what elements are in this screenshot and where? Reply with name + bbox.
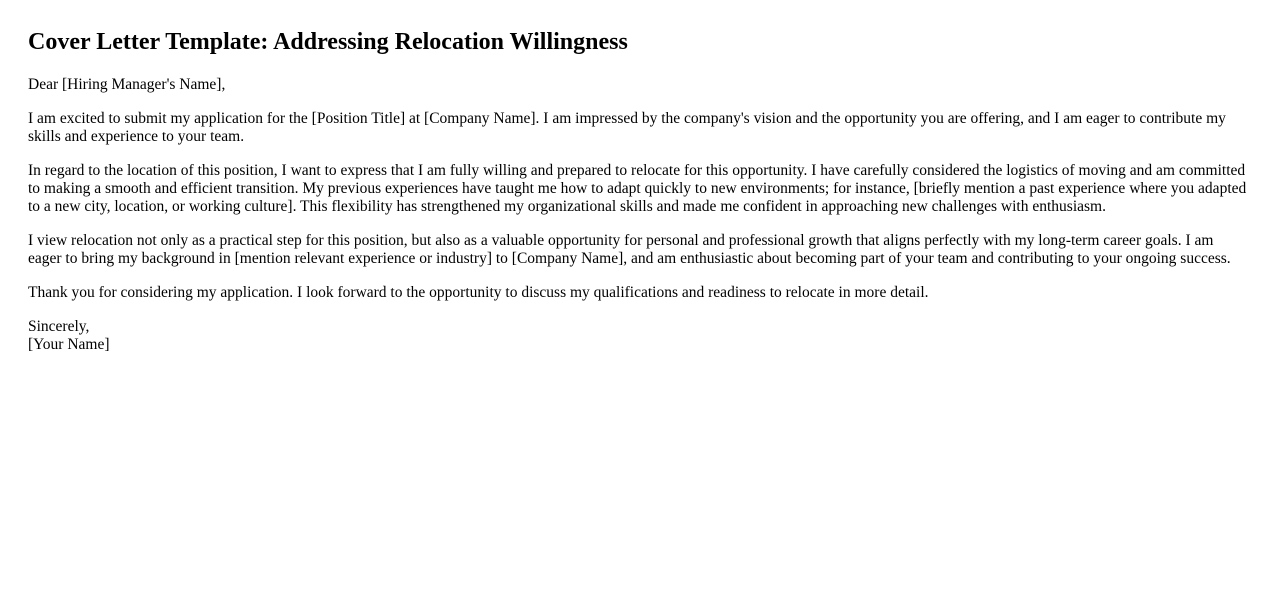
paragraph-growth: I view relocation not only as a practical step for this position, but also as a valuable opportunity for personal and professional growth that aligns perfectly with my long-term career goals. I am eager to bring my background in [mention relevant experience or industry] to [Company Name], and am enthusiastic about becoming part of your team and contributing to your ongoing success.: [28, 232, 1231, 267]
page-title: Cover Letter Template: Addressing Relocation Willingness: [28, 29, 628, 55]
salutation: Dear [Hiring Manager's Name],: [28, 76, 226, 93]
paragraph-thanks: Thank you for considering my application. I look forward to the opportunity to discuss my qualifications and readiness to relocate in more detail.: [28, 284, 929, 301]
paragraph-intro: I am excited to submit my application for the [Position Title] at [Company Name]. I am impressed by the company's vision and the opportunity you are offering, and I am eager to contribute my skills and experience to your team.: [28, 110, 1226, 145]
closing-text: Sincerely,: [28, 318, 90, 335]
closing-block: [28, 318, 1250, 354]
paragraph-relocation: In regard to the location of this position, I want to express that I am fully willing and prepared to relocate for this opportunity. I have carefully considered the logistics of moving and am committed to making a smooth and efficient transition. My previous experiences have taught me how to adapt quickly to new environments; for instance, [briefly mention a past experience where you adapted to a new city, location, or working culture]. This flexibility has strengthened my organizational skills and made me confident in approaching new challenges with enthusiasm.: [28, 162, 1247, 215]
signature: [Your Name]: [28, 336, 110, 353]
